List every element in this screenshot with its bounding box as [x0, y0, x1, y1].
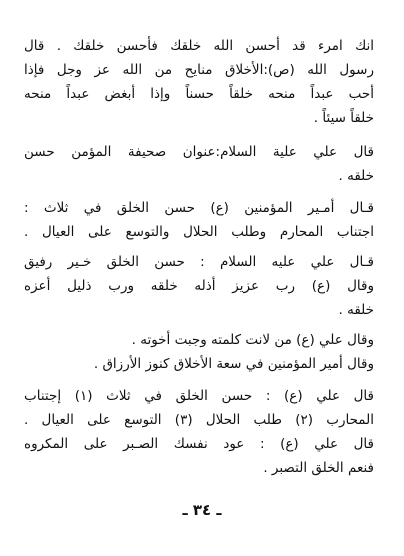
text-line: اجتناب المحارم وطلب الحلال والتوسع على العيال .	[24, 224, 374, 240]
text-line: خلقه .	[338, 302, 374, 318]
text-line: انك امرء قد أحسن الله خلقك فأحسن خلقك . قال	[24, 38, 374, 54]
paragraph-best-companion	[24, 250, 374, 322]
text-line: قال علي (ع) : حسن الخلق في ثلاث (١) إجتناب	[24, 388, 374, 404]
text-line: وقال علي (ع) من لانت كلمته وجبت أخوته .	[131, 332, 374, 348]
text-line: رسول الله (ص):الأخلاق منايح من الله عز وجل فإذا	[24, 62, 374, 78]
text-line: وقال (ع) رب عزيز أذله خلقه ورب ذليل أعزه	[24, 278, 374, 294]
text-line: خلقه .	[338, 168, 374, 184]
paragraph-three-traits	[24, 196, 374, 244]
text-line: وقال أمير المؤمنين في سعة الأخلاق كنوز الأرزاق .	[93, 356, 374, 372]
paragraph-patience	[24, 384, 374, 480]
text-line: قال علي (ع) : عود نفسك الصـبر على المكروه	[24, 436, 374, 452]
page-number: ـ ٣٤ ـ	[182, 501, 222, 519]
paragraph-believer-record	[24, 140, 374, 188]
text-line: قال علي علية السلام:عنوان صحيفة المؤمن حسن	[24, 144, 374, 160]
text-line: المحارب (٢) طلب الحلال (٣) التوسع على العيال .	[24, 412, 374, 428]
text-line: قـال علي عليه السلام : حسن الخلق خـير رفيق	[24, 254, 374, 270]
text-line: خلقاً سيئاً .	[313, 110, 374, 126]
text-line: فنعم الخلق التصبر .	[263, 460, 374, 476]
paragraph-brotherhood	[24, 328, 374, 376]
paragraph-good-character-hadith	[24, 34, 374, 130]
text-line: قـال أمـير المؤمنين (ع) حسن الخلق في ثلاث :	[24, 200, 374, 216]
text-line: أحب عبداً منحه خلقاً حسناً وإذا أبغض عبداً منحه	[24, 86, 374, 102]
